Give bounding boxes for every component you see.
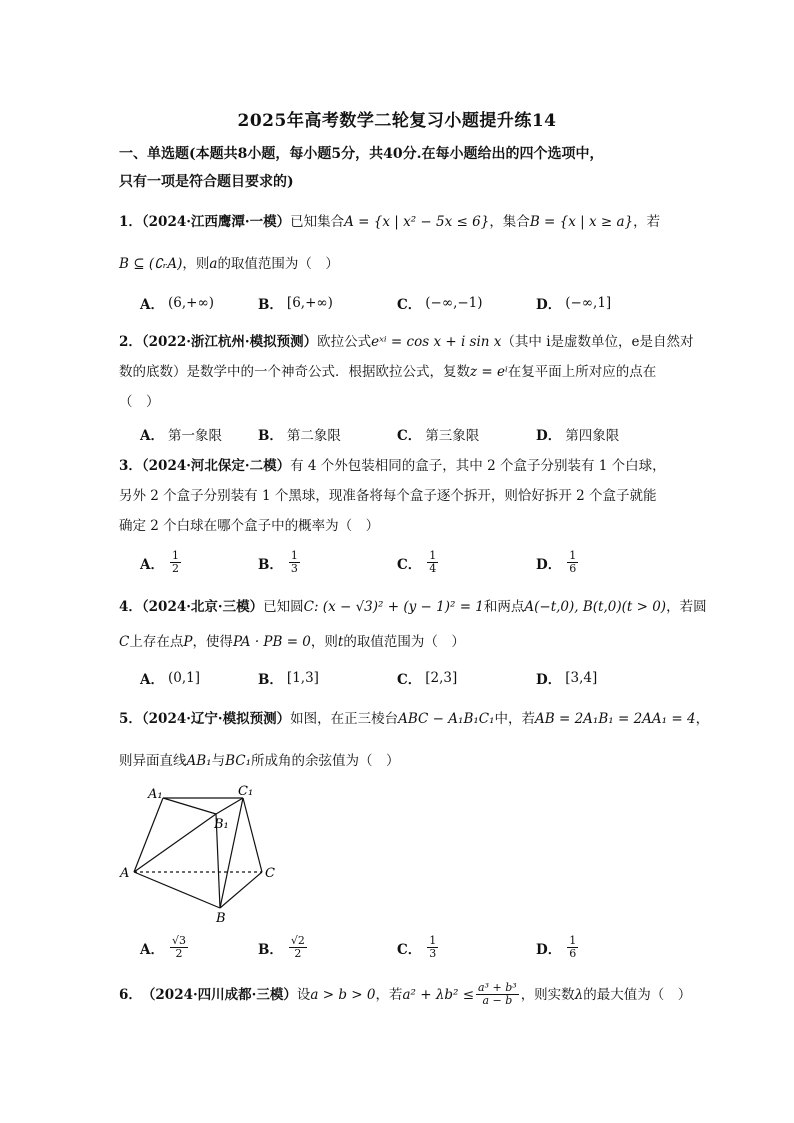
option-label: C． [397,428,422,444]
question-2-line1 [119,332,694,352]
question-number: 6． [119,986,142,1003]
question-4-line2 [119,632,465,652]
option-d [536,424,619,444]
option-value: 第一象限 [167,428,222,444]
question-source: （2024·四川成都·三模） [141,986,297,1003]
option-c [397,424,479,444]
option-label: B． [258,556,283,573]
option-c [397,550,440,575]
question-4-line1 [119,597,707,617]
fraction-denominator: 4 [429,562,437,575]
page-title: 2025年高考数学二轮复习小题提升练14 [237,111,557,131]
question-1-line2 [119,254,339,274]
option-c [397,668,457,688]
option-value: [1,3] [286,670,319,686]
option-d [536,668,597,688]
fraction [289,550,300,575]
question-number: 4． [119,599,142,615]
fraction [170,550,181,575]
math-condition: B ⊆ (∁ᵣA) [119,256,183,272]
option-value: 第二象限 [286,428,341,444]
option-label: A． [140,556,164,573]
edge-a-a1 [134,798,163,872]
edge-b1-c1 [216,798,243,814]
option-label: B． [258,672,283,688]
question-text: 在复平面上所对应的点在 [507,364,657,380]
math-var: P [183,634,193,650]
section-header [119,140,679,196]
fraction-denominator: 2 [171,562,179,575]
question-3-line3: 确定 2 个白球在哪个盒子中的概率为（ ） [119,518,380,534]
option-value: 第三象限 [425,428,480,444]
question-text: 已知集合 [290,214,345,230]
edge-a1-b1 [163,798,216,814]
fraction-denominator: 2 [294,947,302,960]
option-a [140,668,200,688]
question-text: ，则 [310,634,338,650]
fraction [476,982,519,1007]
math-var: a [209,256,218,272]
label-a: A [120,866,130,881]
math-inequality: a² + λb² ≤ [402,986,475,1003]
fraction-denominator: 3 [290,562,298,575]
label-c1: C₁ [238,784,254,799]
label-c: C [265,866,275,881]
question-4-options [140,668,660,698]
option-value: [2,3] [425,670,458,686]
fraction-denominator: 6 [569,947,577,960]
question-5-options [140,935,660,965]
question-text: 已知圆 [263,599,304,615]
question-text: 的取值范围为（ ） [343,634,465,650]
math-frustum: ABC − A₁B₁C₁ [398,711,495,727]
option-b [258,550,302,575]
math-equation: AB = 2A₁B₁ = 2AA₁ = 4 [535,711,696,727]
fraction-denominator: a − b [482,994,513,1007]
fraction [567,935,578,960]
option-b [258,668,319,688]
question-text: 上存在点 [129,634,184,650]
question-text: 如图，在正三棱台 [290,711,399,727]
frustum-figure [118,784,288,926]
option-value: [3,4] [565,670,598,686]
option-d [536,935,580,960]
question-text: ，则实数 [520,986,575,1003]
question-text: 有 4 个外包装相同的盒子，其中 2 个盒子分别装有 1 个白球， [290,458,666,474]
question-source: （2024·河北保定·二模） [141,458,291,474]
label-a1: A₁ [148,787,163,802]
question-text: ，若 [633,214,661,230]
fraction-numerator: 1 [569,934,577,947]
question-text: ，若 [375,986,403,1003]
option-label: A． [140,297,164,313]
question-text: （其中 i是虚数单位，e是自然对 [501,334,694,350]
fraction-denominator: 2 [175,947,183,960]
question-3-line2: 另外 2 个盒子分别装有 1 个黑球，现准备将每个盒子逐个拆开，则恰好拆开 2 个盒子就能 [119,488,657,504]
fraction-denominator: 6 [569,562,577,575]
fraction [567,550,578,575]
option-value: (−∞,−1) [425,295,483,311]
question-3-line1 [119,456,666,476]
question-source: （2022·浙江杭州·模拟预测） [141,334,318,350]
question-2-line3: （ ） [119,394,160,410]
question-text: 的最大值为（ ） [583,986,692,1003]
option-a [140,550,183,575]
question-number: 5． [119,711,142,727]
fraction-numerator: 1 [569,549,577,562]
math-points: A(−t,0), B(t,0)(t > 0) [524,599,667,615]
question-number: 2． [119,334,142,350]
section-header-line1: 一、单选题(本题共8小题，每小题5分，共40分.在每小题给出的四个选项中， [119,146,604,162]
option-label: B． [258,297,283,313]
math-line: AB₁ [186,753,212,769]
math-set-b: B = {x | x ≥ a} [529,214,634,230]
option-label: D． [536,941,562,958]
fraction [170,935,188,960]
math-var: t [337,634,344,650]
label-b: B [216,911,226,926]
option-value: [6,+∞) [286,295,333,311]
section-header-line2: 只有一项是符合题目要求的) [119,174,294,190]
option-c [397,293,483,313]
question-text: ，若圆 [666,599,707,615]
math-dot-product: PA · PB = 0 [232,634,311,650]
question-number: 3． [119,458,142,474]
fraction-numerator: 1 [429,549,437,562]
question-3-options [140,550,660,580]
question-text: ，则 [182,256,210,272]
question-text: 所成角的余弦值为（ ） [251,753,400,769]
option-value: (−∞,1] [565,295,612,311]
question-text: ， [695,711,710,727]
option-value: (6,+∞) [167,295,214,311]
question-source: （2024·辽宁·模拟预测） [141,711,291,727]
option-label: B． [258,428,283,444]
fraction-numerator: √2 [290,934,305,947]
fraction [427,935,438,960]
option-d [536,293,611,313]
math-var: λ [574,986,584,1003]
option-a [140,424,222,444]
math-condition: a > b > 0 [310,986,376,1003]
fraction [427,550,438,575]
question-6-line1 [119,982,691,1007]
option-label: D． [536,428,562,444]
math-euler: eˣⁱ = cos x + i sin x [371,334,502,350]
math-z: z = eⁱ [470,364,508,380]
question-text: 与 [211,753,226,769]
option-label: A． [140,672,164,688]
fraction-numerator: 1 [429,934,437,947]
option-value: (0,1] [167,670,200,686]
option-d [536,550,580,575]
fraction-numerator: 1 [171,549,179,562]
option-value: 第四象限 [565,428,620,444]
edge-c-c1 [243,798,262,872]
option-label: D． [536,556,562,573]
question-1-options [140,293,660,323]
edge-a-b [134,872,220,908]
label-b1: B₁ [214,817,229,832]
math-circle: C: (x − √3)² + (y − 1)² = 1 [303,599,484,615]
edge-a-b1 [134,814,216,872]
question-number: 1． [119,214,142,230]
option-c [397,935,440,960]
question-text: ，使得 [192,634,233,650]
option-label: A． [140,428,164,444]
question-source: （2024·江西鹰潭·一模） [141,214,291,230]
fraction-denominator: 3 [429,947,437,960]
option-label: A． [140,941,164,958]
option-a [140,935,190,960]
math-line: BC₁ [225,753,252,769]
option-label: D． [536,672,562,688]
math-var: C [119,634,130,650]
fraction-numerator: a³ + b³ [478,981,517,994]
question-text: 数的底数）是数学中的一个神奇公式．根据欧拉公式，复数 [119,364,470,380]
question-1-line1 [119,212,660,232]
question-text: 中，若 [494,711,536,727]
question-text: ，集合 [489,214,530,230]
option-label: C． [397,941,422,958]
option-b [258,424,341,444]
option-label: B． [258,941,283,958]
fraction-numerator: √3 [171,934,186,947]
question-source: （2024·北京·三模） [141,599,264,615]
question-5-line2 [119,751,400,771]
question-2-line2 [119,362,656,382]
question-text: 设 [296,986,311,1003]
fraction-numerator: 1 [290,549,298,562]
option-b [258,293,333,313]
option-label: D． [536,297,562,313]
question-text: 欧拉公式 [317,334,372,350]
question-2-options [140,424,660,454]
fraction [289,935,307,960]
option-b [258,935,309,960]
option-label: C． [397,672,422,688]
question-5-line1 [119,709,709,729]
question-text: 和两点 [483,599,525,615]
option-a [140,293,214,313]
option-label: C． [397,297,422,313]
question-text: 的取值范围为（ ） [217,256,339,272]
option-label: C． [397,556,422,573]
question-text: 则异面直线 [119,753,187,769]
math-set-a: A = {x | x² − 5x ≤ 6} [344,214,490,230]
